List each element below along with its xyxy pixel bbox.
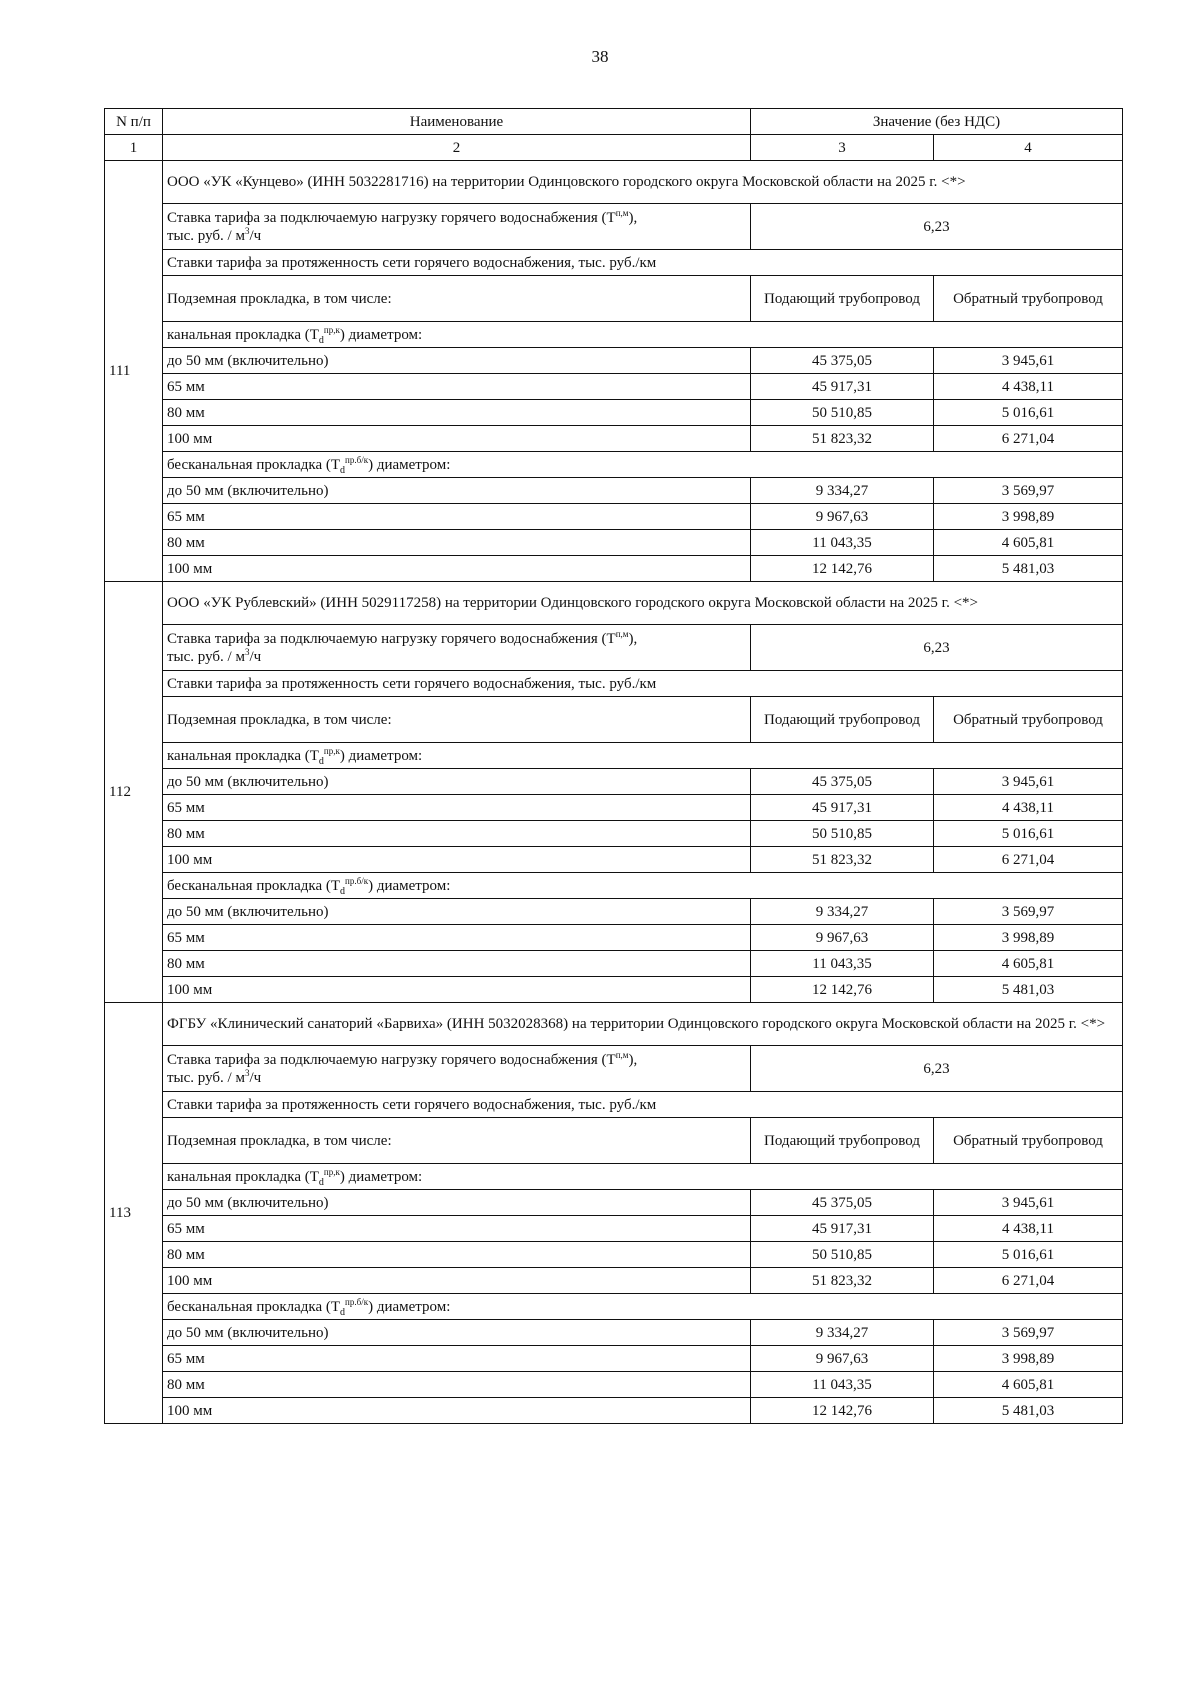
return-value: 4 605,81 [934,1372,1123,1398]
diameter-label: 100 мм [163,847,751,873]
rate-label-sup: 3 [244,646,250,657]
diameter-label: 65 мм [163,925,751,951]
diameter-label: до 50 мм (включительно) [163,348,751,374]
rate-label-sup: п,м [615,628,629,639]
index-cell: 3 [751,135,934,161]
diameter-label: 80 мм [163,821,751,847]
table-row [105,821,1123,847]
channel-sub: d [318,755,324,767]
index-row [105,135,1123,161]
supply-value: 12 142,76 [751,977,934,1003]
diameter-label: 100 мм [163,1398,751,1424]
channelless-sup: пр.б/к [345,875,369,886]
supply-value: 45 917,31 [751,1216,934,1242]
table-row [105,925,1123,951]
header-row [105,109,1123,135]
diameter-label: 100 мм [163,1268,751,1294]
table-row [105,530,1123,556]
diameter-label: 65 мм [163,1346,751,1372]
diameter-label: 80 мм [163,400,751,426]
channel-sup: пр,к [323,324,340,335]
supply-value: 9 967,63 [751,504,934,530]
rate-label-sup: п,м [615,1049,629,1060]
table-row [105,348,1123,374]
return-value: 4 438,11 [934,1216,1123,1242]
rate-label-unit: /ч [249,1069,262,1086]
rate-label [163,625,751,671]
supply-value: 51 823,32 [751,1268,934,1294]
section-number: 113 [105,1003,163,1424]
supply-value: 9 334,27 [751,478,934,504]
channelless-heading-row [105,1294,1123,1320]
rate-label-unit: тыс. руб. / м [167,1069,245,1086]
table-row [105,400,1123,426]
return-value: 4 605,81 [934,951,1123,977]
rate-label-text: Ставка тарифа за подключаемую нагрузку горячего водоснабжения (Т [167,1051,616,1068]
network-row [105,1092,1123,1118]
header-name: Наименование [163,109,751,135]
diameter-label: 80 мм [163,1242,751,1268]
supply-value: 11 043,35 [751,1372,934,1398]
table-row [105,478,1123,504]
rate-value: 6,23 [751,1046,1123,1092]
supply-value: 9 967,63 [751,1346,934,1372]
diameter-label: до 50 мм (включительно) [163,899,751,925]
rate-label [163,1046,751,1092]
supply-value: 11 043,35 [751,951,934,977]
diameter-label: до 50 мм (включительно) [163,1190,751,1216]
channel-heading-text: канальная прокладка (Т [167,1168,319,1185]
supply-value: 51 823,32 [751,426,934,452]
supply-value: 45 375,05 [751,1190,934,1216]
rate-label-sup: 3 [244,225,250,236]
table-row [105,1216,1123,1242]
diameter-label: до 50 мм (включительно) [163,1320,751,1346]
network-row [105,671,1123,697]
channel-heading [163,743,1123,769]
channel-heading-text: канальная прокладка (Т [167,747,319,764]
return-value: 4 605,81 [934,530,1123,556]
table-row [105,769,1123,795]
section-title-row [105,582,1123,625]
supply-value: 50 510,85 [751,1242,934,1268]
table-row [105,795,1123,821]
rate-row [105,625,1123,671]
tariff-table [104,108,1123,1424]
channel-sup: пр,к [323,745,340,756]
supply-value: 12 142,76 [751,556,934,582]
table-row [105,1346,1123,1372]
channelless-sub: d [340,464,346,476]
return-value: 4 438,11 [934,374,1123,400]
return-pipe-header: Обратный трубопровод [934,697,1123,743]
channelless-heading-text: бесканальная прокладка (Т [167,456,341,473]
underground-row [105,697,1123,743]
return-value: 3 569,97 [934,1320,1123,1346]
channelless-heading [163,452,1123,478]
rate-label-unit: тыс. руб. / м [167,648,245,665]
section-number: 111 [105,161,163,582]
supply-value: 11 043,35 [751,530,934,556]
channel-sub: d [318,334,324,346]
return-value: 5 481,03 [934,977,1123,1003]
return-value: 3 569,97 [934,478,1123,504]
section-title: ФГБУ «Клинический санаторий «Барвиха» (ИНН 5032028368) на территории Одинцовского городского округа Московской области на 2025 г. <*> [163,1003,1123,1046]
return-pipe-header: Обратный трубопровод [934,276,1123,322]
section-number: 112 [105,582,163,1003]
channel-heading-text: ) диаметром: [339,1168,423,1185]
diameter-label: 65 мм [163,374,751,400]
rate-value: 6,23 [751,625,1123,671]
rate-label [163,204,751,250]
diameter-label: 100 мм [163,426,751,452]
channelless-sub: d [340,1306,346,1318]
table-row [105,1268,1123,1294]
channelless-heading-text: ) диаметром: [368,456,451,473]
header-value: Значение (без НДС) [751,109,1123,135]
index-cell: 4 [934,135,1123,161]
table-row [105,1242,1123,1268]
supply-value: 9 334,27 [751,899,934,925]
underground-label: Подземная прокладка, в том числе: [163,276,751,322]
return-value: 3 945,61 [934,1190,1123,1216]
channel-heading-text: ) диаметром: [339,326,423,343]
table-row [105,899,1123,925]
rate-value: 6,23 [751,204,1123,250]
table-row [105,1398,1123,1424]
table-row [105,951,1123,977]
channel-heading-text: канальная прокладка (Т [167,326,319,343]
tariff-table-body [105,109,1123,1424]
network-label: Ставки тарифа за протяженность сети горячего водоснабжения, тыс. руб./км [163,1092,1123,1118]
channelless-sup: пр.б/к [345,454,369,465]
return-value: 3 945,61 [934,348,1123,374]
return-value: 3 945,61 [934,769,1123,795]
supply-pipe-header: Подающий трубопровод [751,697,934,743]
index-cell: 2 [163,135,751,161]
rate-label-text: Ставка тарифа за подключаемую нагрузку горячего водоснабжения (Т [167,209,616,226]
supply-value: 45 375,05 [751,769,934,795]
network-label: Ставки тарифа за протяженность сети горячего водоснабжения, тыс. руб./км [163,671,1123,697]
return-pipe-header: Обратный трубопровод [934,1118,1123,1164]
return-value: 5 016,61 [934,1242,1123,1268]
channelless-heading-text: бесканальная прокладка (Т [167,877,341,894]
table-row [105,504,1123,530]
underground-label: Подземная прокладка, в том числе: [163,1118,751,1164]
return-value: 4 438,11 [934,795,1123,821]
diameter-label: до 50 мм (включительно) [163,769,751,795]
diameter-label: 65 мм [163,1216,751,1242]
table-row [105,426,1123,452]
supply-value: 45 917,31 [751,374,934,400]
supply-value: 12 142,76 [751,1398,934,1424]
channel-heading [163,1164,1123,1190]
table-row [105,1372,1123,1398]
table-row [105,1320,1123,1346]
diameter-label: 80 мм [163,1372,751,1398]
diameter-label: 100 мм [163,977,751,1003]
index-cell: 1 [105,135,163,161]
channelless-heading-row [105,452,1123,478]
rate-label-sup: 3 [244,1067,250,1078]
return-value: 6 271,04 [934,847,1123,873]
supply-pipe-header: Подающий трубопровод [751,276,934,322]
section-title-row [105,161,1123,204]
table-row [105,977,1123,1003]
channel-heading-row [105,1164,1123,1190]
channelless-heading-row [105,873,1123,899]
table-row [105,847,1123,873]
diameter-label: 80 мм [163,530,751,556]
diameter-label: до 50 мм (включительно) [163,478,751,504]
rate-label-unit: /ч [249,227,262,244]
table-row [105,1190,1123,1216]
return-value: 5 481,03 [934,556,1123,582]
table-row [105,556,1123,582]
return-value: 3 998,89 [934,504,1123,530]
rate-row [105,1046,1123,1092]
rate-label-text: ), [628,209,638,226]
channel-heading-row [105,322,1123,348]
rate-label-text: Ставка тарифа за подключаемую нагрузку горячего водоснабжения (Т [167,630,616,647]
page-number: 38 [591,47,609,66]
rate-label-sup: п,м [615,207,629,218]
underground-row [105,1118,1123,1164]
return-value: 3 569,97 [934,899,1123,925]
network-row [105,250,1123,276]
supply-value: 45 917,31 [751,795,934,821]
channelless-heading-text: ) диаметром: [368,877,451,894]
supply-value: 45 375,05 [751,348,934,374]
channelless-heading-text: бесканальная прокладка (Т [167,1298,341,1315]
return-value: 5 016,61 [934,821,1123,847]
diameter-label: 100 мм [163,556,751,582]
network-label: Ставки тарифа за протяженность сети горячего водоснабжения, тыс. руб./км [163,250,1123,276]
return-value: 5 016,61 [934,400,1123,426]
header-num: N п/п [105,109,163,135]
return-value: 6 271,04 [934,426,1123,452]
channelless-sup: пр.б/к [345,1296,369,1307]
section-title: ООО «УК Рублевский» (ИНН 5029117258) на территории Одинцовского городского округа Московской области на 2025 г. <*> [163,582,1123,625]
channel-sub: d [318,1176,324,1188]
return-value: 5 481,03 [934,1398,1123,1424]
return-value: 3 998,89 [934,925,1123,951]
return-value: 3 998,89 [934,1346,1123,1372]
diameter-label: 80 мм [163,951,751,977]
supply-value: 9 334,27 [751,1320,934,1346]
diameter-label: 65 мм [163,504,751,530]
return-value: 6 271,04 [934,1268,1123,1294]
channelless-heading [163,1294,1123,1320]
diameter-label: 65 мм [163,795,751,821]
supply-value: 50 510,85 [751,821,934,847]
section-title-row [105,1003,1123,1046]
rate-row [105,204,1123,250]
rate-label-unit: тыс. руб. / м [167,227,245,244]
supply-value: 50 510,85 [751,400,934,426]
channelless-sub: d [340,885,346,897]
supply-value: 9 967,63 [751,925,934,951]
supply-pipe-header: Подающий трубопровод [751,1118,934,1164]
channelless-heading-text: ) диаметром: [368,1298,451,1315]
channelless-heading [163,873,1123,899]
underground-row [105,276,1123,322]
channel-heading-text: ) диаметром: [339,747,423,764]
section-title: ООО «УК «Кунцево» (ИНН 5032281716) на территории Одинцовского городского округа Московской области на 2025 г. <*> [163,161,1123,204]
underground-label: Подземная прокладка, в том числе: [163,697,751,743]
rate-label-text: ), [628,1051,638,1068]
channel-heading-row [105,743,1123,769]
rate-label-text: ), [628,630,638,647]
supply-value: 51 823,32 [751,847,934,873]
channel-sup: пр,к [323,1166,340,1177]
table-row [105,374,1123,400]
channel-heading [163,322,1123,348]
rate-label-unit: /ч [249,648,262,665]
